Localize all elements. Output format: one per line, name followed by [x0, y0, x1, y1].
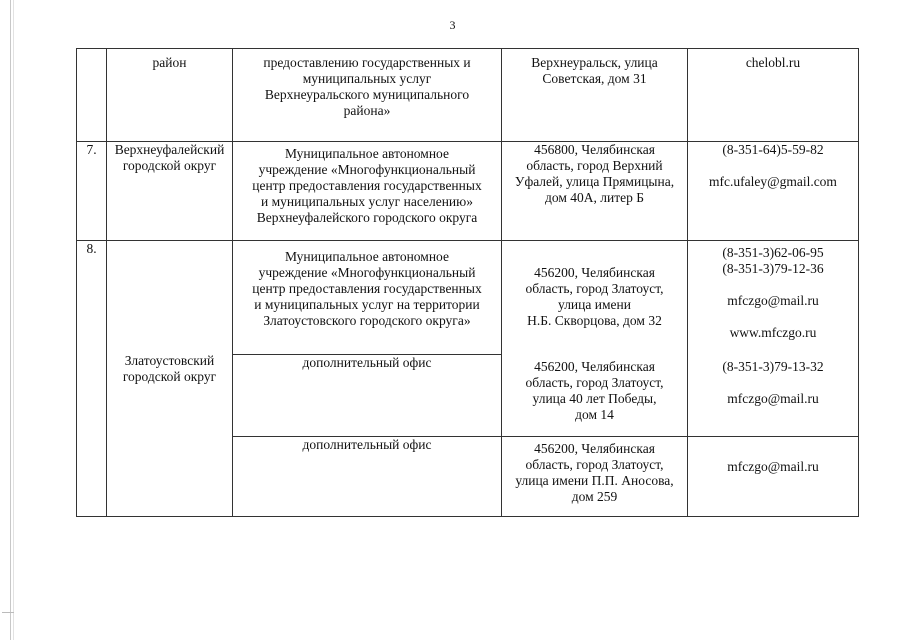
address-line: 456200, Челябинская: [534, 265, 655, 280]
email-link[interactable]: mfczgo@mail.ru: [727, 459, 819, 474]
mfc-registry-table: [76, 48, 859, 517]
org-line: и муниципальных услуг на территории: [254, 297, 480, 312]
phone-number: (8-351-64)5-59-82: [722, 142, 824, 157]
district-name-line: городской округ: [122, 158, 217, 173]
contacts-cell: [688, 355, 859, 437]
page-number: 3: [449, 18, 456, 32]
website-link[interactable]: chelobl.ru: [745, 55, 801, 70]
address-line: дом 14: [575, 406, 614, 422]
phone-number: (8-351-3)62-06-95: [722, 245, 824, 260]
website-link[interactable]: www.mfczgo.ru: [729, 325, 817, 340]
email-link[interactable]: mfczgo@mail.ru: [727, 390, 819, 406]
table-row-8-main-office: [77, 241, 859, 355]
row-number: 7.: [86, 142, 97, 157]
org-line: Муниципальное автономное: [285, 249, 449, 264]
org-line: Муниципальное автономное: [285, 146, 449, 161]
scan-left-edge-shadow: [13, 0, 14, 640]
address-cell: [502, 355, 688, 437]
email-link[interactable]: mfc.ufaley@gmail.com: [709, 174, 837, 189]
address-line: дом 259: [571, 489, 618, 504]
district-name: район: [152, 55, 187, 70]
org-line: муниципальных услуг: [302, 71, 432, 86]
address-line: Н.Б. Скворцова, дом 32: [527, 313, 662, 328]
district-name-line: Златоустовский: [124, 353, 215, 368]
org-line: учреждение «Многофункциональный: [258, 265, 476, 280]
district-name-cell: [107, 241, 233, 517]
contacts-cell: [688, 49, 859, 142]
office-label: дополнительный офис: [302, 437, 432, 452]
contacts-cell: [688, 142, 859, 241]
address-line: область, город Златоуст,: [525, 457, 664, 472]
address-line: 456800, Челябинская: [534, 142, 655, 157]
district-name-cell: [107, 49, 233, 142]
org-line: Верхнеуфалейского городского округа: [256, 210, 478, 225]
address-line: 456200, Челябинская: [534, 358, 655, 374]
row-number: 8.: [86, 241, 97, 256]
organization-cell: [233, 142, 502, 241]
address-cell: [502, 142, 688, 241]
address-line: улица 40 лет Победы,: [532, 390, 657, 406]
address-line: область, город Златоуст,: [525, 281, 664, 296]
contacts-cell: [688, 437, 859, 517]
address-cell: [502, 49, 688, 142]
office-label-cell: [233, 437, 502, 517]
address-line: 456200, Челябинская: [534, 441, 655, 456]
address-cell: [502, 241, 688, 355]
scan-margin-mark: [2, 612, 14, 623]
org-line: и муниципальных услуг населению»: [261, 194, 473, 209]
district-name-line: Верхнеуфалейский: [114, 142, 225, 157]
org-line: центр предоставления государственных: [252, 178, 482, 193]
org-line: Златоустовского городского округа»: [263, 313, 471, 328]
address-line: область, город Верхний: [526, 158, 663, 173]
table-row-continuation: [77, 49, 859, 142]
row-number-cell: [77, 49, 107, 142]
org-line: учреждение «Многофункциональный: [258, 162, 476, 177]
address-line: дом 40А, литер Б: [544, 190, 644, 205]
row-number-cell: [77, 241, 107, 517]
office-label: дополнительный офис: [302, 355, 432, 370]
email-link[interactable]: mfczgo@mail.ru: [727, 293, 819, 308]
org-line: района»: [343, 103, 391, 118]
address-line: Верхнеуральск, улица: [531, 55, 658, 70]
contacts-cell: [688, 241, 859, 355]
address-line: Уфалей, улица Прямицына,: [514, 174, 675, 189]
address-cell: [502, 437, 688, 517]
address-line: область, город Златоуст,: [525, 374, 664, 390]
district-name-cell: [107, 142, 233, 241]
table-row-7: [77, 142, 859, 241]
phone-number: (8-351-3)79-13-32: [722, 358, 824, 374]
district-name-line: городской округ: [122, 369, 217, 384]
office-label-cell: [233, 355, 502, 437]
organization-cell: [233, 49, 502, 142]
address-line: улица имени: [558, 297, 631, 312]
scan-left-edge-line: [10, 0, 11, 640]
row-number-cell: [77, 142, 107, 241]
org-line: предоставлению государственных и: [263, 55, 471, 70]
address-line: улица имени П.П. Аносова,: [515, 473, 674, 488]
address-line: Советская, дом 31: [542, 71, 647, 86]
phone-number: (8-351-3)79-12-36: [722, 261, 824, 276]
organization-cell: [233, 241, 502, 355]
org-line: центр предоставления государственных: [252, 281, 482, 296]
org-line: Верхнеуральского муниципального: [264, 87, 470, 102]
